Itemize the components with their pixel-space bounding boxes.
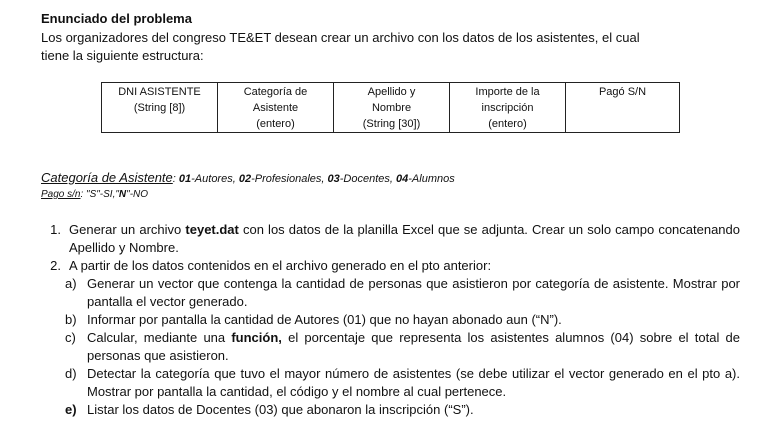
- header-line: Importe de la: [475, 86, 540, 98]
- categoria-code: 04: [396, 173, 409, 185]
- pago-n: N: [118, 189, 127, 200]
- header-line: Pagó S/N: [598, 86, 647, 98]
- item-text-part: con los datos de la planilla Excel que se adjunta. Crear un solo campo concatenando Apellido y Nombre.: [69, 222, 740, 255]
- sub-text: [87, 329, 740, 365]
- pago-label: Pago s/n: [41, 189, 81, 200]
- categoria-legend: [41, 170, 455, 185]
- categoria-code: 03: [327, 173, 340, 185]
- item-number: 2.: [50, 258, 61, 273]
- header-line: (String [8]): [133, 102, 186, 114]
- categoria-name: -Autores,: [191, 173, 239, 185]
- categoria-name: -Profesionales,: [251, 173, 328, 185]
- categoria-label: Categoría de Asistente: [41, 170, 173, 185]
- sub-letter: d): [65, 366, 77, 381]
- header-dni: [102, 83, 218, 133]
- sub-item: [54, 365, 740, 401]
- header-line: Asistente: [252, 102, 299, 114]
- header-categoria: [218, 83, 334, 133]
- structure-table: [101, 82, 680, 133]
- pago-post: "-NO: [126, 189, 149, 200]
- categoria-name: -Alumnos: [408, 173, 455, 185]
- header-apellido-nombre: [334, 83, 450, 133]
- list-item: [40, 257, 740, 275]
- header-line: Apellido y: [367, 86, 416, 98]
- sub-text-part: el porcentaje que representa los asistentes alumnos (04) sobre el total de personas que asistieron.: [87, 330, 740, 363]
- header-line: (entero): [256, 118, 295, 130]
- categoria-colon: :: [172, 173, 176, 185]
- item-text: A partir de los datos contenidos en el archivo generado en el pto anterior:: [69, 258, 492, 273]
- table-row: [102, 83, 680, 133]
- sub-item: [54, 311, 740, 329]
- item-text: [69, 221, 740, 257]
- intro-paragraph: Los organizadores del congreso TE&ET desean crear un archivo con los datos de los asistentes, el cual tiene la siguiente estructura:: [41, 30, 640, 63]
- item-number: 1.: [50, 222, 61, 237]
- list-item: [40, 221, 740, 257]
- sub-letter: a): [65, 276, 77, 291]
- sub-text: Generar un vector que contenga la cantidad de personas que asistieron por categoría de asistente. Mostrar por pantalla el vector generado.: [87, 276, 740, 309]
- header-line: (String [30]): [362, 118, 421, 130]
- sub-text: Detectar la categoría que tuvo el mayor número de asistentes (se debe utilizar el vector generado en el pto a). Mostrar por pantalla la cantidad, el código y el nombre al cual pertenece.: [87, 366, 740, 399]
- sub-text: Informar por pantalla la cantidad de Autores (01) que no hayan abonado aun (“N”).: [87, 312, 562, 327]
- problem-title: Enunciado del problema: [41, 11, 192, 26]
- sub-text: Listar los datos de Docentes (03) que abonaron la inscripción (“S”).: [87, 402, 474, 417]
- sub-item: [54, 275, 740, 311]
- header-line: Nombre: [371, 102, 412, 114]
- categoria-code: 02: [238, 173, 252, 185]
- categoria-name: -Docentes,: [339, 173, 397, 185]
- header-line: Categoría de: [243, 86, 308, 98]
- task-list: [40, 221, 740, 419]
- pago-legend: [41, 189, 148, 200]
- header-importe: [450, 83, 566, 133]
- filename: teyet.dat: [185, 222, 239, 237]
- sub-letter: b): [65, 312, 77, 327]
- header-pago: [566, 83, 680, 133]
- bold-term: función,: [231, 330, 282, 345]
- sub-letter: e): [65, 402, 77, 417]
- pago-pre: : "S"-SI,": [80, 189, 119, 200]
- sub-item: [54, 329, 740, 365]
- item-text-part: Generar un archivo: [69, 222, 186, 237]
- categoria-code: 01: [178, 173, 192, 185]
- header-line: DNI ASISTENTE: [118, 86, 201, 98]
- sub-text-part: Calcular, mediante una: [87, 330, 232, 345]
- header-line: (entero): [488, 118, 527, 130]
- sub-letter: c): [65, 330, 76, 345]
- sub-item: [54, 401, 740, 419]
- header-line: inscripción: [481, 102, 534, 114]
